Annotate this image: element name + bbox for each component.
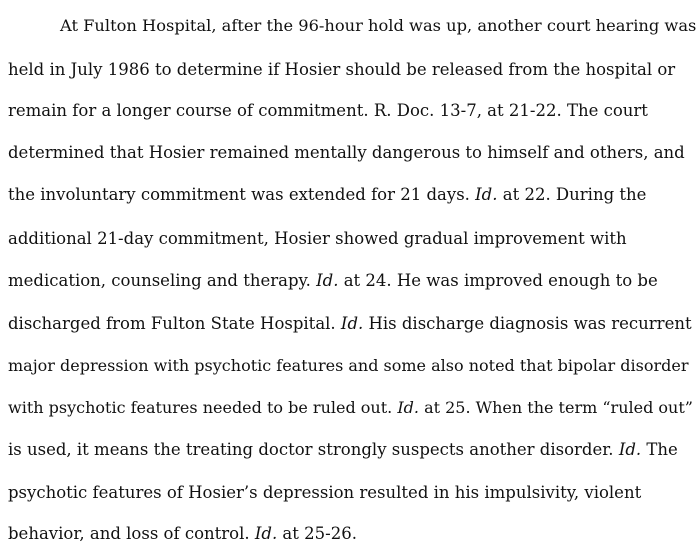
- text-segment: additional 21-day commitment, Hosier showed gradual improvement with: [8, 229, 627, 248]
- text-segment: behavior, and loss of control.: [8, 524, 255, 543]
- text-line: [8, 398, 693, 417]
- text-line: [8, 185, 646, 204]
- text-line: [8, 483, 641, 502]
- citation-id: Id.: [316, 271, 339, 290]
- text-segment: at 25-26.: [277, 524, 357, 543]
- text-segment: at 22. During the: [497, 185, 647, 204]
- citation-id: Id.: [475, 185, 498, 204]
- text-segment: discharged from Fulton State Hospital.: [8, 314, 341, 333]
- text-segment: remain for a longer course of commitment. R. Doc. 13-7, at 21-22. The court: [8, 101, 648, 120]
- text-segment: held in July 1986 to determine if Hosier should be released from the hospital or: [8, 60, 676, 79]
- text-line: [8, 356, 688, 375]
- citation-id: Id.: [254, 524, 278, 543]
- text-segment: The: [641, 440, 678, 459]
- citation-id: Id.: [340, 314, 364, 333]
- text-segment: At Fulton Hospital, after the 96-hour hold was up, another court hearing was: [60, 16, 697, 35]
- text-segment: with psychotic features needed to be ruled out.: [8, 398, 398, 417]
- text-line: [8, 440, 678, 459]
- text-segment: major depression with psychotic features and some also noted that bipolar disorder: [8, 356, 689, 375]
- text-line: [8, 60, 675, 79]
- text-line: [8, 229, 627, 248]
- text-segment: at 24. He was improved enough to be: [338, 271, 658, 290]
- text-segment: His discharge diagnosis was recurrent: [363, 314, 692, 333]
- text-segment: medication, counseling and therapy.: [8, 271, 317, 290]
- text-line: [60, 16, 696, 35]
- text-line: [8, 524, 357, 543]
- text-segment: the involuntary commitment was extended for 21 days.: [8, 185, 476, 204]
- text-segment: is used, it means the treating doctor strongly suspects another disorder.: [8, 440, 619, 459]
- text-line: [8, 314, 692, 333]
- text-segment: psychotic features of Hosier’s depression resulted in his impulsivity, violent: [8, 483, 642, 502]
- citation-id: Id.: [397, 398, 419, 417]
- text-segment: at 25. When the term “ruled out”: [418, 398, 693, 417]
- citation-id: Id.: [618, 440, 642, 459]
- text-line: [8, 143, 685, 162]
- text-line: [8, 271, 658, 290]
- text-line: [8, 101, 648, 120]
- text-segment: determined that Hosier remained mentally dangerous to himself and others, and: [8, 143, 685, 162]
